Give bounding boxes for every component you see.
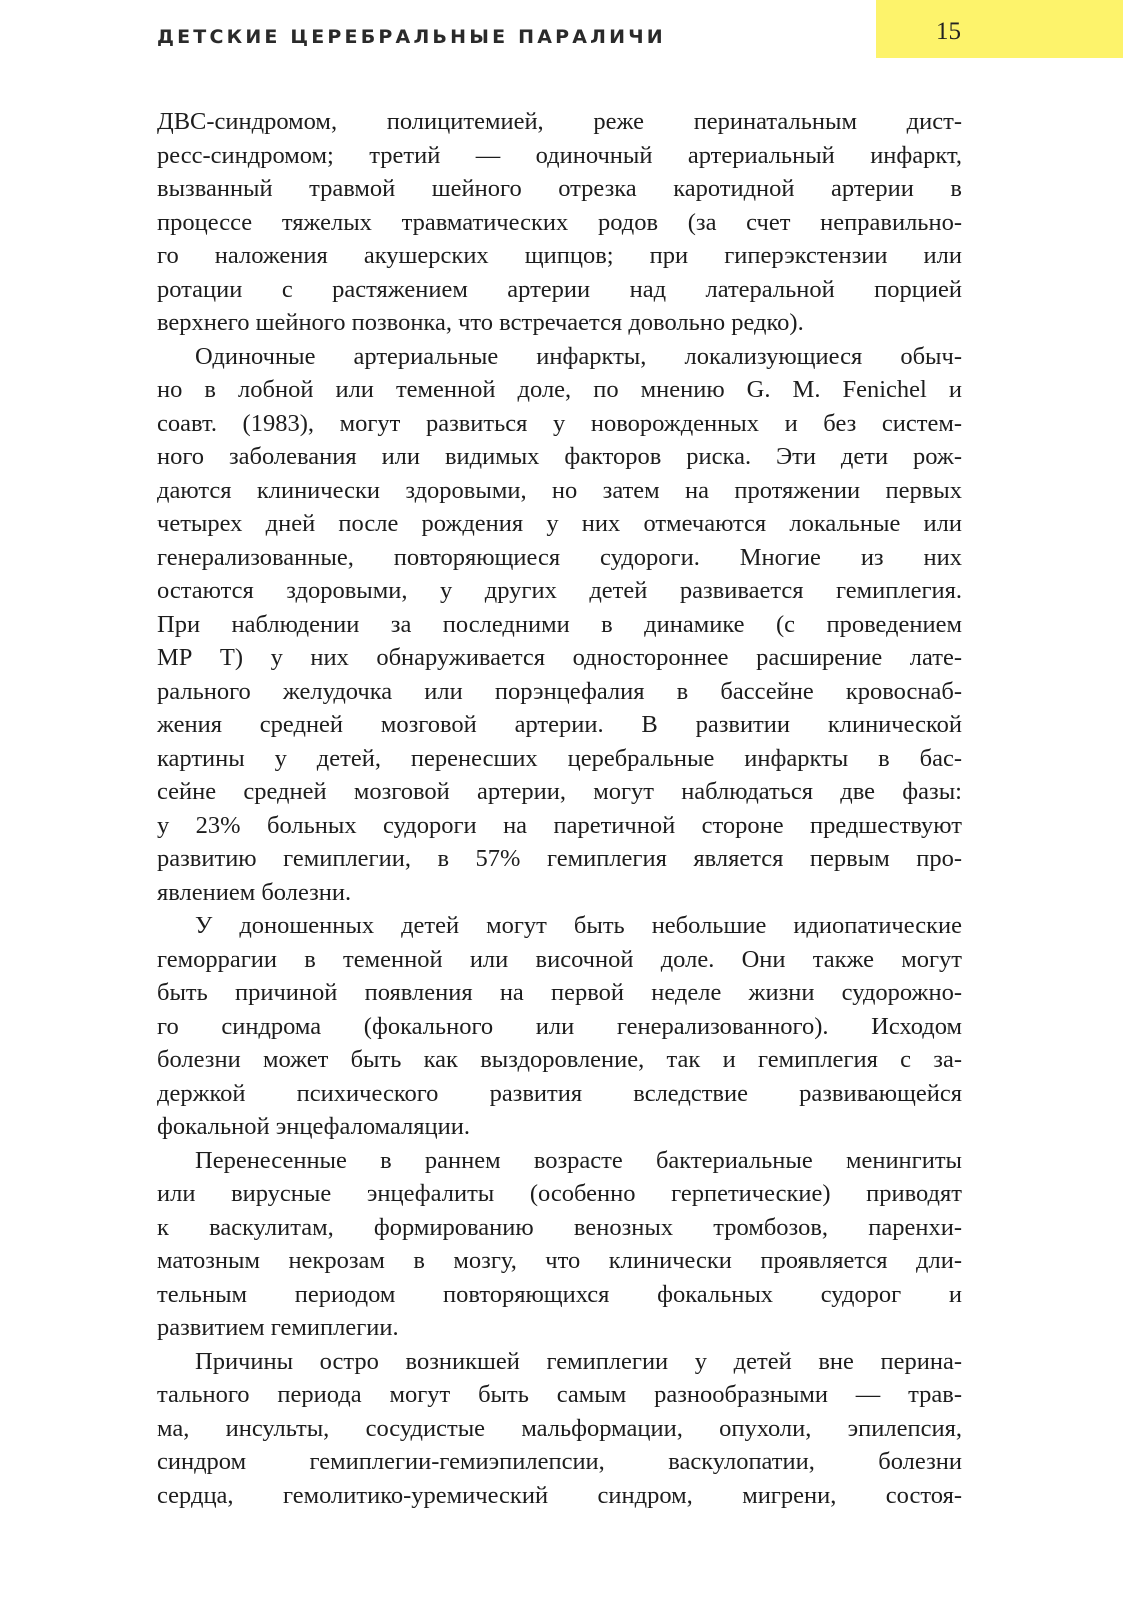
text-line: сейне средней мозговой артерии, могут наблюдаться две фазы:: [157, 778, 962, 805]
text-line: быть причиной появления на первой неделе жизни судорожно-: [157, 979, 962, 1006]
text-line: матозным некрозам в мозгу, что клинически проявляется дли-: [157, 1247, 962, 1274]
text-line: верхнего шейного позвонка, что встречается довольно редко).: [157, 309, 804, 336]
text-line: синдром гемиплегии-гемиэпилепсии, васкулопатии, болезни: [157, 1448, 962, 1475]
text-line: вызванный травмой шейного отрезка каротидной артерии в: [157, 175, 962, 202]
text-line: или вирусные энцефалиты (особенно герпетические) приводят: [157, 1180, 962, 1207]
text-line: го синдрома (фокального или генерализованного). Исходом: [157, 1012, 962, 1040]
text-line: генерализованные, повторяющиеся судороги. Многие из них: [157, 543, 962, 571]
text-line: геморрагии в теменной или височной доле. Они также могут: [157, 945, 962, 973]
text-line: МР Т) у них обнаруживается одностороннее расширение лате-: [157, 644, 962, 671]
text-line: Перенесенные в раннем возрасте бактериальные менингиты: [195, 1146, 962, 1174]
text-line: у 23% больных судороги на паретичной стороне предшествуют: [157, 811, 962, 839]
text-line: Причины остро возникшей гемиплегии у детей вне перина-: [195, 1347, 962, 1375]
text-line: процессе тяжелых травматических родов (за счет неправильно-: [157, 208, 962, 236]
text-line: жения средней мозговой артерии. В развитии клинической: [157, 711, 962, 738]
text-line: тального периода могут быть самым разнообразными — трав-: [157, 1381, 962, 1408]
text-line: четырех дней после рождения у них отмечаются локальные или: [157, 510, 962, 537]
text-line: сердца, гемолитико-уремический синдром, мигрени, состоя-: [157, 1481, 962, 1509]
text-line: тельным периодом повторяющихся фокальных судорог и: [157, 1280, 962, 1308]
body-text: [157, 105, 962, 1512]
text-line: У доношенных детей могут быть небольшие идиопатические: [195, 912, 962, 939]
text-line: ресс-синдромом; третий — одиночный артериальный инфаркт,: [157, 141, 962, 169]
text-line: развитием гемиплегии.: [157, 1314, 399, 1341]
text-line: Одиночные артериальные инфаркты, локализующиеся обыч-: [195, 342, 962, 370]
text-line: явлением болезни.: [157, 878, 352, 906]
text-line: соавт. (1983), могут развиться у новорожденных и без систем-: [157, 409, 962, 437]
text-line: болезни может быть как выздоровление, так и гемиплегия с за-: [157, 1046, 962, 1073]
page-number: 15: [936, 18, 961, 45]
text-line: ДВС-синдромом, полицитемией, реже перинатальным дист-: [157, 108, 962, 135]
text-line: ротации с растяжением артерии над латеральной порцией: [157, 275, 962, 303]
text-line: картины у детей, перенесших церебральные инфаркты в бас-: [157, 744, 962, 772]
text-line: ного заболевания или видимых факторов риска. Эти дети рож-: [157, 443, 962, 470]
text-line: го наложения акушерских щипцов; при гиперэкстензии или: [157, 242, 962, 269]
text-line: рального желудочка или порэнцефалия в бассейне кровоснаб-: [157, 677, 962, 705]
page-number-box: [876, 0, 1123, 58]
text-line: остаются здоровыми, у других детей развивается гемиплегия.: [157, 577, 962, 604]
text-line: развитию гемиплегии, в 57% гемиплегия является первым про-: [157, 845, 962, 872]
text-line: При наблюдении за последними в динамике (с проведением: [157, 610, 962, 638]
text-line: держкой психического развития вследствие развивающейся: [157, 1079, 962, 1107]
text-line: ма, инсульты, сосудистые мальформации, опухоли, эпилепсия,: [157, 1414, 962, 1442]
text-line: но в лобной или теменной доле, по мнению G. M. Fenichel и: [157, 376, 962, 403]
text-line: даются клинически здоровыми, но затем на протяжении первых: [157, 476, 962, 504]
running-head-title: ДЕТСКИЕ ЦЕРЕБРАЛЬНЫЕ ПАРАЛИЧИ: [157, 26, 666, 48]
text-line: фокальной энцефаломаляции.: [157, 1113, 471, 1140]
text-line: к васкулитам, формированию венозных тромбозов, паренхи-: [157, 1213, 962, 1241]
